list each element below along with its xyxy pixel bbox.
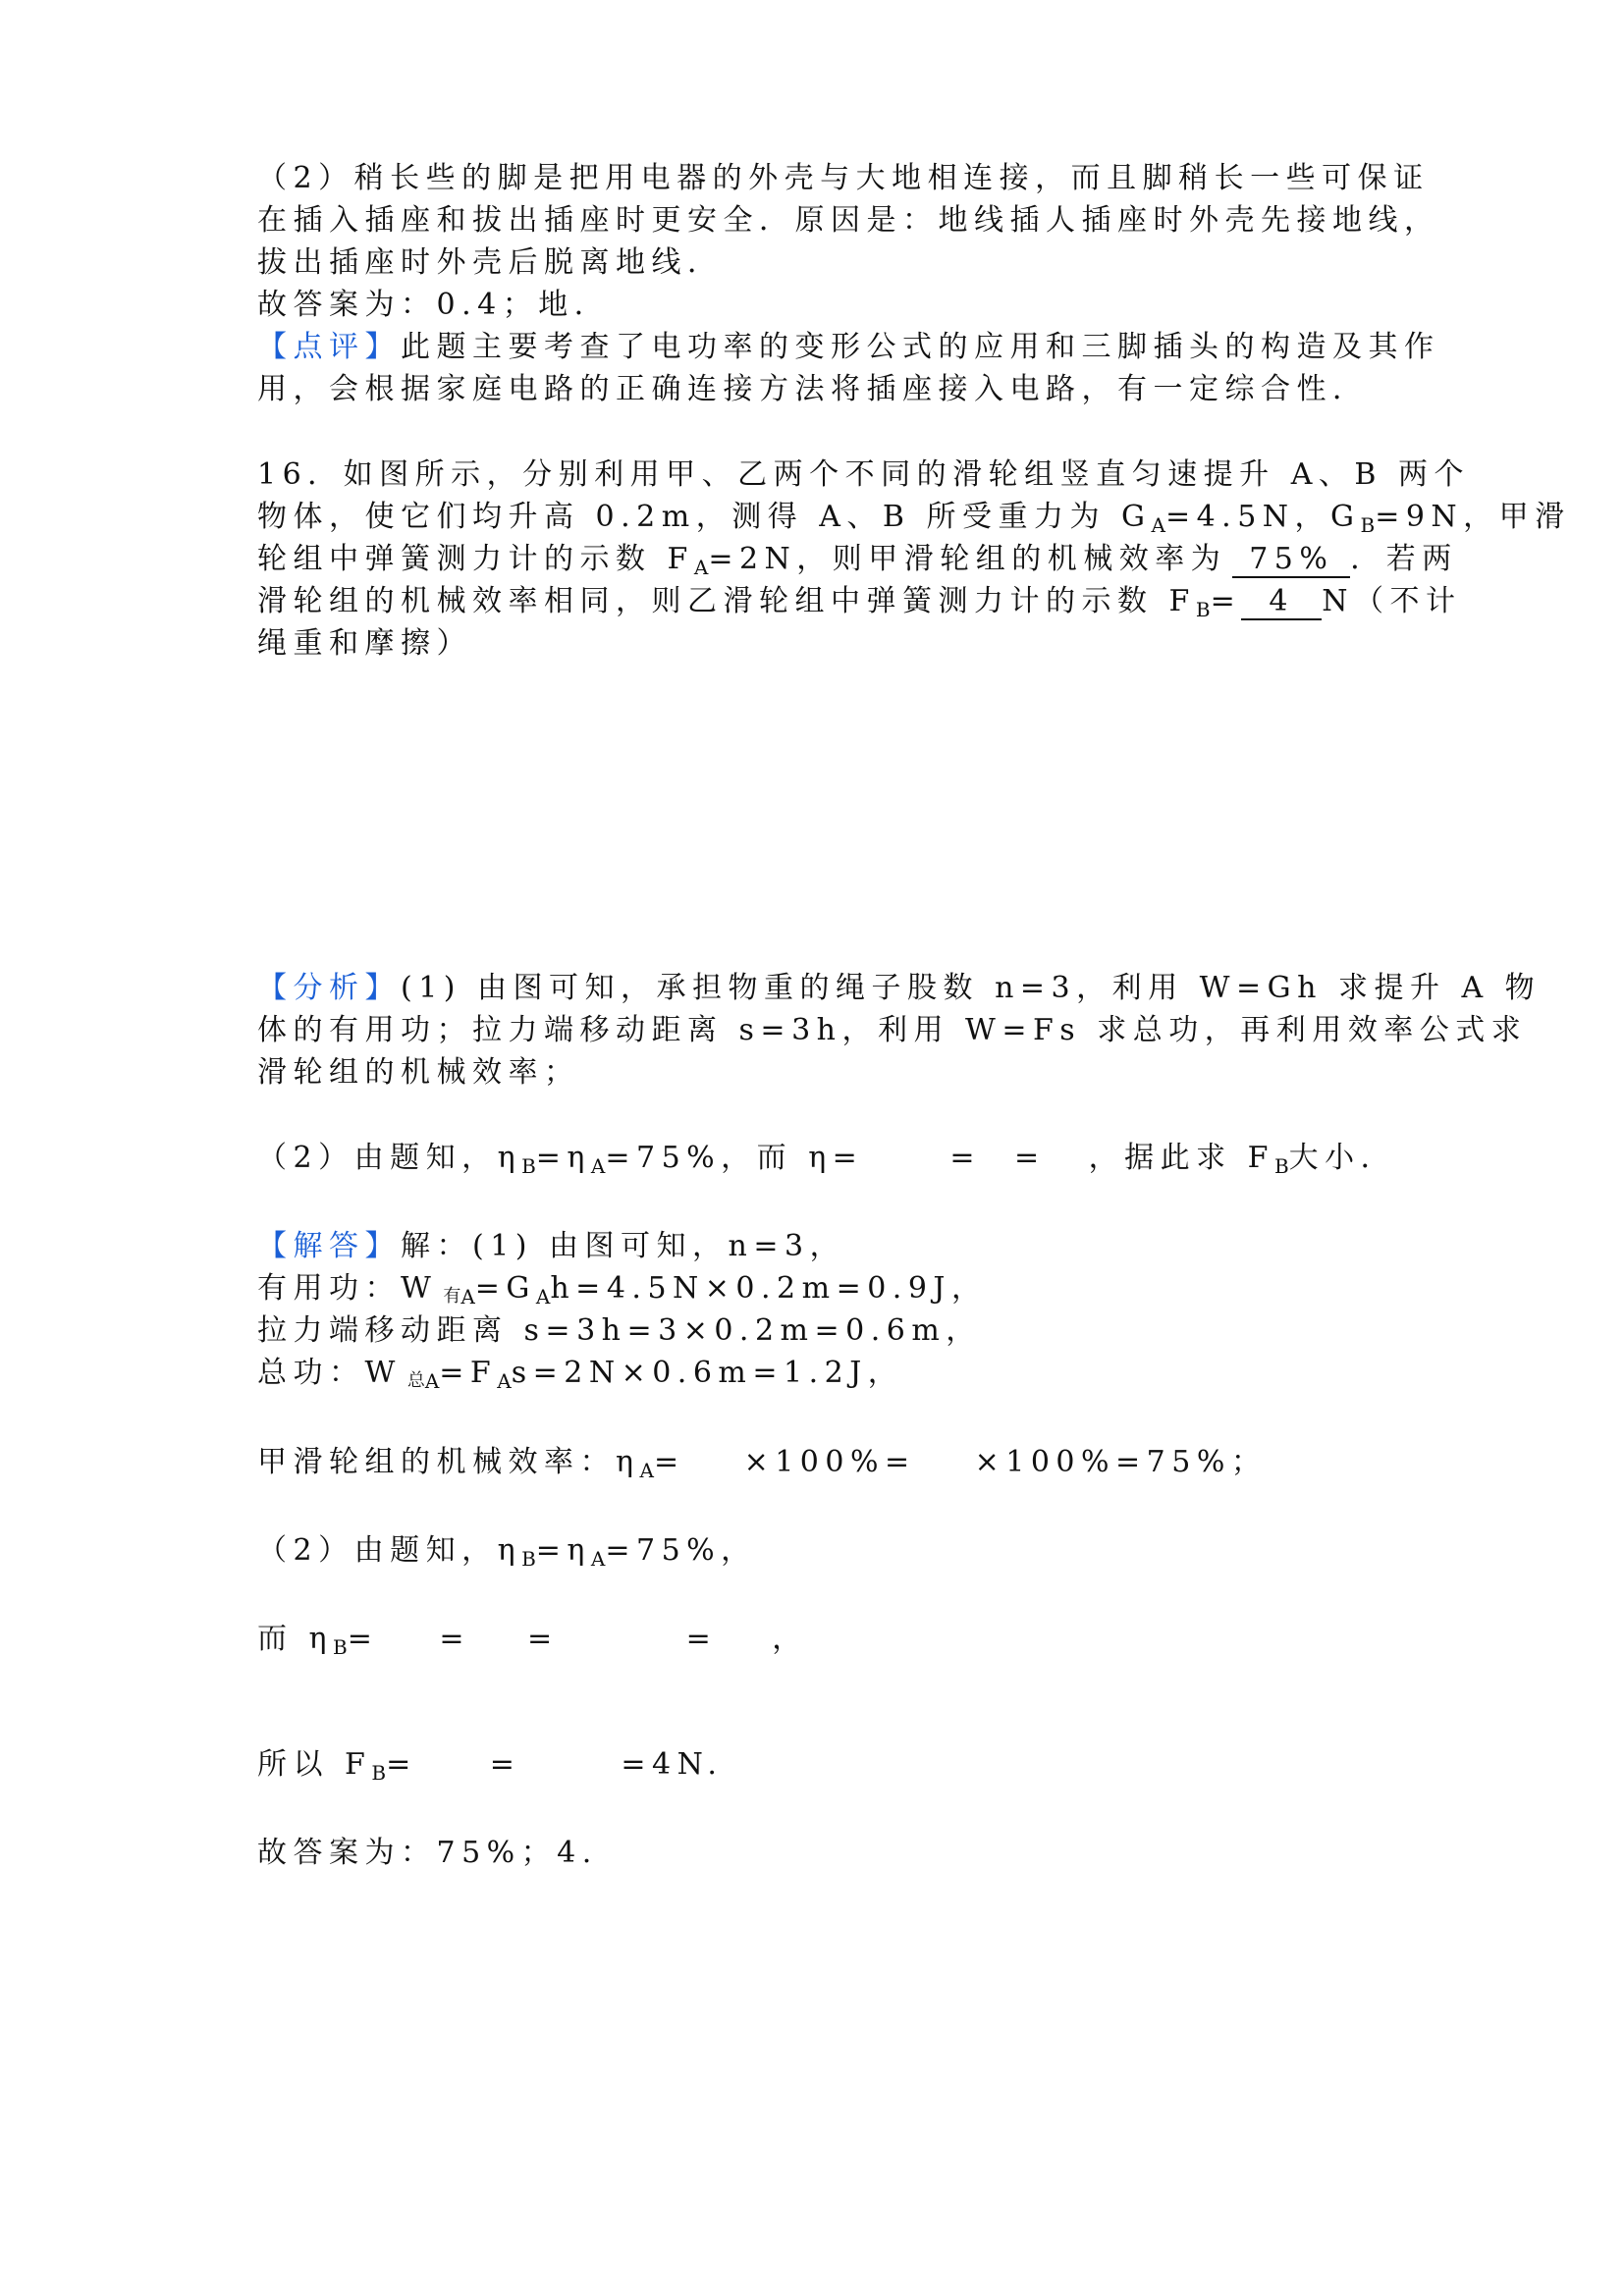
subscript-a: A [590, 1547, 606, 1571]
solution-text: =75%， [605, 1533, 757, 1568]
prev-answer-line-2: 在插入插座和拔出插座时更安全．原因是：地线插人插座时外壳先接地线， [257, 203, 1440, 238]
subscript-a: A [1151, 513, 1165, 537]
analysis-line-1 [257, 969, 1541, 1008]
solution-final-answer: 故答案为：75%；4. [257, 1836, 598, 1870]
equals-sign: = [949, 1141, 981, 1175]
solution-text: 有用功：W [257, 1271, 438, 1306]
solution-line-2 [257, 1269, 987, 1316]
subscript-b: B [1360, 513, 1376, 537]
q16-line-4 [257, 582, 1461, 629]
analysis-text: =η [535, 1141, 591, 1175]
analysis-line-2: 体的有用功；拉力端移动距离 s=3h，利用 W=Fs 求总功，再利用效率公式求 [257, 1013, 1528, 1047]
prev-answer-line-3: 拔出插座时外壳后脱离地线． [257, 245, 724, 280]
analysis-tag: 【分析】 [257, 971, 401, 1005]
subscript-b: B [333, 1635, 348, 1659]
q16-line-1: 16．如图所示，分别利用甲、乙两个不同的滑轮组竖直匀速提升 A、B 两个 [257, 457, 1470, 492]
solution-text: =η [535, 1533, 591, 1568]
solution-text: 而 η [257, 1622, 334, 1656]
review-line-2: 用，会根据家庭电路的正确连接方法将插座接入电路，有一定综合性． [257, 372, 1369, 406]
analysis-text: (1) 由图可知，承担物重的绳子股数 n=3，利用 W=Gh 求提升 A 物 [401, 971, 1542, 1005]
subscript-a: A [424, 1369, 440, 1393]
subscript-a: A [590, 1154, 606, 1178]
equals-sign: = [527, 1622, 559, 1656]
solution-text: =G [474, 1271, 536, 1306]
solution-line-8 [257, 1745, 723, 1792]
analysis-text: （2）由题知，η [257, 1141, 522, 1175]
equals-sign: = [1013, 1141, 1046, 1175]
q16-text: ．若两 [1350, 542, 1458, 576]
subscript-zong: 总 [406, 1370, 425, 1391]
solution-line-1 [257, 1227, 845, 1266]
q16-text: 轮组中弹簧测力计的示数 F [257, 542, 694, 576]
q16-line-2 [257, 498, 1571, 545]
equals-sign: = [347, 1622, 379, 1656]
answer-blank-2: 4 [1241, 585, 1322, 620]
solution-text: 所以 F [257, 1747, 372, 1782]
equals-sign: = [685, 1622, 718, 1656]
q16-text: = [1210, 584, 1242, 618]
solution-text: s=2N×0.6m=1.2J， [511, 1356, 904, 1390]
subscript-b: B [1273, 1154, 1289, 1178]
subscript-a: A [693, 556, 709, 579]
analysis-line-3: 滑轮组的机械效率； [257, 1055, 580, 1090]
q16-text: 物体，使它们均升高 0.2m，测得 A、B 所受重力为 G [257, 500, 1152, 534]
solution-line-3: 拉力端移动距离 s=3h=3×0.2m=0.6m， [257, 1313, 982, 1348]
solution-text: h=4.5N×0.2m=0.9J， [550, 1271, 988, 1306]
subscript-a: A [460, 1285, 475, 1308]
review-text-1: 此题主要考查了电功率的变形公式的应用和三脚插头的构造及其作 [401, 330, 1440, 364]
solution-text: ×100%=75%； [974, 1445, 1268, 1479]
solution-tag: 【解答】 [257, 1229, 401, 1263]
subscript-you: 有 [443, 1286, 461, 1307]
q16-text: =9N，甲滑 [1375, 500, 1571, 534]
equals-sign: = [439, 1622, 470, 1656]
equals-sign: = [386, 1747, 417, 1782]
equals-sign: = [489, 1747, 521, 1782]
equals-sign: = [653, 1445, 685, 1479]
solution-text: （2）由题知，η [257, 1533, 522, 1568]
solution-text: ×100%= [743, 1445, 916, 1479]
q16-text: N（不计 [1322, 584, 1462, 618]
solution-text: =F [439, 1356, 498, 1390]
solution-text: 总功：W [257, 1356, 402, 1390]
solution-text: 甲滑轮组的机械效率：η [257, 1445, 640, 1479]
solution-text: 解：(1) 由图可知，n=3， [401, 1229, 846, 1263]
subscript-a: A [639, 1459, 654, 1482]
review-tag: 【点评】 [257, 330, 401, 364]
prev-answer-line-1: （2）稍长些的脚是把用电器的外壳与大地相连接，而且脚稍长一些可保证 [257, 161, 1430, 195]
solution-line-6 [257, 1531, 757, 1578]
prev-answer-final: 故答案为：0.4；地． [257, 288, 611, 322]
solution-line-4 [257, 1354, 903, 1401]
q16-text: =4.5N，G [1164, 500, 1361, 534]
solution-line-7 [257, 1620, 808, 1667]
analysis-text: 大小． [1288, 1141, 1397, 1175]
subscript-a: A [535, 1285, 551, 1308]
subscript-b: B [371, 1761, 387, 1785]
review-line-1 [257, 328, 1440, 367]
solution-line-5 [257, 1443, 1267, 1490]
analysis-text: =75%，而 η= [605, 1141, 864, 1175]
q16-text: =2N，则甲滑轮组的机械效率为 [708, 542, 1227, 576]
subscript-b: B [521, 1547, 536, 1571]
subscript-a: A [497, 1369, 512, 1393]
q16-line-5: 绳重和摩擦） [257, 626, 472, 661]
subscript-b: B [1195, 598, 1211, 621]
q16-line-3 [257, 540, 1458, 587]
analysis-text: ，据此求 F [1088, 1141, 1274, 1175]
q16-text: 滑轮组的机械效率相同，则乙滑轮组中弹簧测力计的示数 F [257, 584, 1196, 618]
subscript-b: B [521, 1154, 536, 1178]
solution-text: =4N. [621, 1747, 724, 1782]
analysis-line-4 [257, 1139, 1396, 1186]
solution-text: ， [772, 1622, 808, 1656]
answer-blank-1: 75% [1232, 543, 1350, 578]
